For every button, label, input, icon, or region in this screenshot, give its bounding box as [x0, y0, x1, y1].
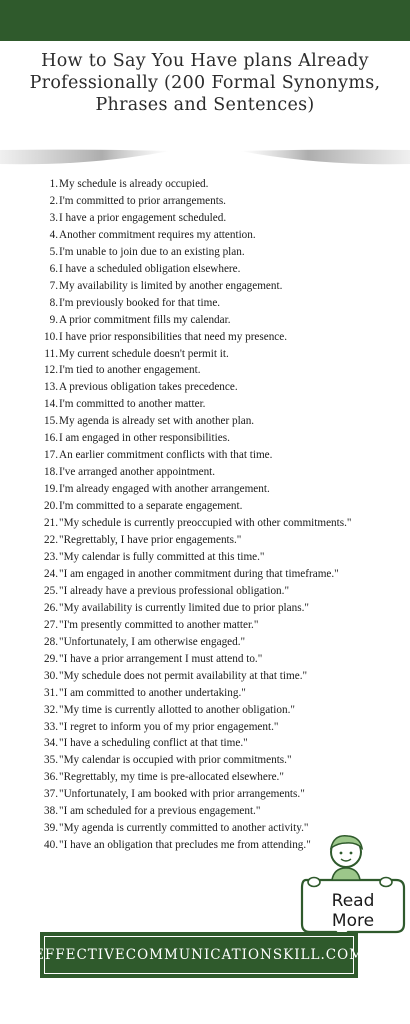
list-item-number: 12. — [44, 364, 58, 377]
list-item-number: 8. — [49, 296, 58, 309]
list-item — [40, 532, 370, 549]
list-item — [40, 566, 370, 583]
list-item-text: "I have a scheduling conflict at that time." — [59, 737, 248, 750]
list-item-number: 27. — [44, 618, 58, 631]
list-item — [40, 176, 370, 193]
list-item-number: 3. — [49, 211, 58, 224]
list-item-number: 15. — [44, 415, 58, 428]
list-item — [40, 786, 370, 803]
list-item — [40, 515, 370, 532]
list-item-number: 24. — [44, 567, 58, 580]
list-item — [40, 481, 370, 498]
list-item — [40, 329, 370, 346]
list-item-text: My agenda is already set with another plan. — [59, 415, 255, 428]
list-item-number: 28. — [44, 635, 58, 648]
read-more-mascot[interactable] — [296, 828, 408, 940]
list-item — [40, 583, 370, 600]
list-item-text: "Unfortunately, I am booked with prior arrangements." — [59, 788, 305, 801]
list-item-number: 30. — [44, 669, 58, 682]
list-item-number: 39. — [44, 822, 58, 835]
list-item — [40, 193, 370, 210]
list-item — [40, 413, 370, 430]
list-item — [40, 685, 370, 702]
list-item — [40, 210, 370, 227]
decorative-shadow-right — [240, 148, 410, 166]
read-more-line2: More — [331, 911, 375, 931]
list-item — [40, 600, 370, 617]
list-item — [40, 244, 370, 261]
list-item-number: 29. — [44, 652, 58, 665]
list-item — [40, 261, 370, 278]
list-item-text: "I am engaged in another commitment during that timeframe." — [59, 567, 339, 580]
list-item-number: 36. — [44, 771, 58, 784]
list-item-text: My availability is limited by another engagement. — [59, 279, 283, 292]
decorative-shadow-left — [0, 148, 170, 166]
list-item — [40, 803, 370, 820]
list-item-number: 26. — [44, 601, 58, 614]
page-title: How to Say You Have plans Already Professionally (200 Formal Synonyms, Phrases and Sentences) — [29, 51, 381, 115]
list-item-number: 33. — [44, 720, 58, 733]
list-item-number: 9. — [49, 313, 58, 326]
list-item-number: 13. — [44, 381, 58, 394]
list-item-text: I'm unable to join due to an existing plan. — [59, 245, 245, 258]
list-item-number: 25. — [44, 584, 58, 597]
list-item-number: 7. — [49, 279, 58, 292]
list-item-number: 11. — [44, 347, 58, 360]
list-item-text: "My agenda is currently committed to another activity." — [59, 822, 309, 835]
read-more-line1: Read — [331, 891, 375, 911]
top-banner — [0, 0, 410, 41]
website-link[interactable]: EFFECTIVECOMMUNICATIONSKILL.COM — [34, 947, 364, 963]
list-item-number: 4. — [49, 228, 58, 241]
list-item-text: I have a prior engagement scheduled. — [59, 211, 227, 224]
list-item — [40, 769, 370, 786]
list-item-text: I've arranged another appointment. — [59, 466, 216, 479]
phrase-list — [40, 176, 370, 854]
list-item — [40, 651, 370, 668]
list-item-text: Another commitment requires my attention. — [59, 228, 256, 241]
list-item-text: "Unfortunately, I am otherwise engaged." — [59, 635, 246, 648]
list-item — [40, 668, 370, 685]
list-item-number: 37. — [44, 788, 58, 801]
list-item-number: 22. — [44, 534, 58, 547]
list-item-text: I'm tied to another engagement. — [59, 364, 201, 377]
list-item-number: 14. — [44, 398, 58, 411]
list-item — [40, 346, 370, 363]
list-item-text: "I regret to inform you of my prior engagement." — [59, 720, 279, 733]
list-item-number: 5. — [49, 245, 58, 258]
list-item-number: 10. — [44, 330, 58, 343]
list-item-number: 31. — [44, 686, 58, 699]
list-item — [40, 396, 370, 413]
list-item-text: A previous obligation takes precedence. — [59, 381, 238, 394]
list-item — [40, 362, 370, 379]
list-item-number: 38. — [44, 805, 58, 818]
list-item-number: 35. — [44, 754, 58, 767]
list-item — [40, 719, 370, 736]
list-item — [40, 702, 370, 719]
list-item-text: "My schedule is currently preoccupied with other commitments." — [59, 517, 352, 530]
list-item-text: I'm committed to another matter. — [59, 398, 206, 411]
list-item-number: 2. — [49, 194, 58, 207]
list-item-text: "My schedule does not permit availability at that time." — [59, 669, 308, 682]
list-item — [40, 278, 370, 295]
list-item-text: "I'm presently committed to another matter." — [59, 618, 259, 631]
list-item-text: "My time is currently allotted to another obligation." — [59, 703, 295, 716]
list-item-text: "My calendar is occupied with prior commitments." — [59, 754, 292, 767]
list-item-text: I'm committed to a separate engagement. — [59, 500, 243, 513]
list-item-text: An earlier commitment conflicts with that time. — [59, 449, 273, 462]
list-item — [40, 464, 370, 481]
list-item-number: 6. — [49, 262, 58, 275]
list-item-number: 17. — [44, 449, 58, 462]
list-item-text: I have a scheduled obligation elsewhere. — [59, 262, 241, 275]
list-item-text: "Regrettably, I have prior engagements." — [59, 534, 242, 547]
list-item — [40, 447, 370, 464]
list-item — [40, 295, 370, 312]
list-item — [40, 430, 370, 447]
list-item-text: "I have an obligation that precludes me from attending." — [59, 839, 311, 852]
list-item-number: 19. — [44, 483, 58, 496]
list-item-text: "I have a prior arrangement I must attend to." — [59, 652, 263, 665]
list-item-number: 34. — [44, 737, 58, 750]
list-item — [40, 379, 370, 396]
list-item-text: "My calendar is fully committed at this time." — [59, 550, 265, 563]
list-item-number: 1. — [49, 178, 58, 190]
list-item-text: My schedule is already occupied. — [59, 178, 209, 190]
list-item-number: 20. — [44, 500, 58, 513]
list-item-text: "I already have a previous professional obligation." — [59, 584, 290, 597]
list-item — [40, 752, 370, 769]
list-item — [40, 549, 370, 566]
list-item-text: "I am committed to another undertaking." — [59, 686, 246, 699]
list-item — [40, 617, 370, 634]
list-item-text: I'm previously booked for that time. — [59, 296, 221, 309]
website-footer[interactable] — [34, 932, 364, 978]
list-item-number: 16. — [44, 432, 58, 445]
list-item — [40, 498, 370, 515]
list-item-text: My current schedule doesn't permit it. — [59, 347, 229, 360]
list-item-text: "I am scheduled for a previous engagement." — [59, 805, 261, 818]
list-item-text: I am engaged in other responsibilities. — [59, 432, 230, 445]
list-item-number: 21. — [44, 517, 58, 530]
list-item-number: 40. — [44, 839, 58, 852]
list-item-text: "Regrettably, my time is pre-allocated elsewhere." — [59, 771, 284, 784]
list-item — [40, 227, 370, 244]
list-item-text: I'm committed to prior arrangements. — [59, 194, 226, 207]
list-item-number: 32. — [44, 703, 58, 716]
list-item-text: I have prior responsibilities that need my presence. — [59, 330, 288, 343]
list-item — [40, 312, 370, 329]
list-item-text: "My availability is currently limited due to prior plans." — [59, 601, 309, 614]
list-item-text: A prior commitment fills my calendar. — [59, 313, 231, 326]
list-item-number: 23. — [44, 550, 58, 563]
list-item-number: 18. — [44, 466, 58, 479]
list-item-text: I'm already engaged with another arrangement. — [59, 483, 270, 496]
list-item — [40, 634, 370, 651]
list-item — [40, 735, 370, 752]
